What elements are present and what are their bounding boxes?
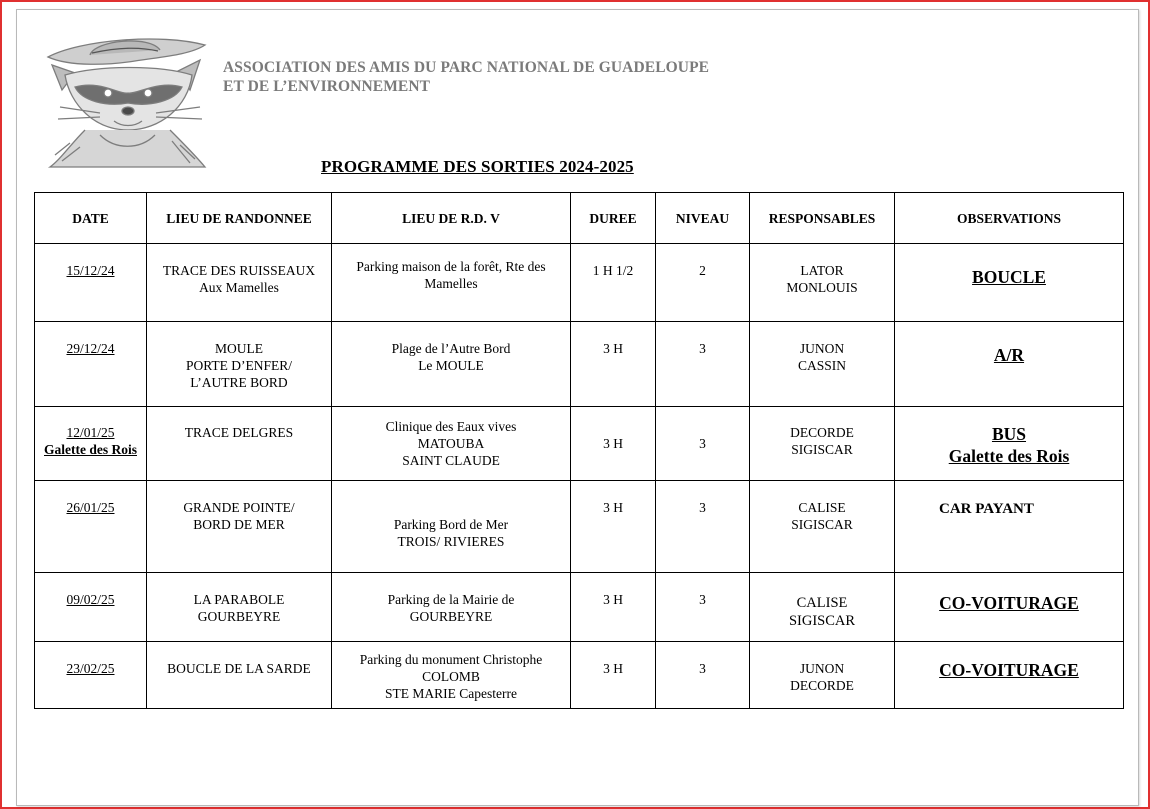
responsable-name: SIGISCAR — [791, 442, 853, 457]
rdv-line: GOURBEYRE — [409, 609, 493, 624]
observation-text: CO-VOITURAGE — [939, 593, 1079, 613]
responsable-name: DECORDE — [790, 425, 854, 440]
organization-line-2: ET DE L’ENVIRONNEMENT — [223, 78, 431, 95]
rdv-cell — [332, 407, 571, 481]
lieu-line: L’AUTRE BORD — [190, 375, 288, 390]
date-cell — [35, 244, 147, 322]
niveau-cell: 3 — [656, 481, 750, 573]
responsables-cell — [750, 322, 895, 407]
rdv-cell — [332, 573, 571, 642]
rdv-cell — [332, 244, 571, 322]
lieu-cell — [147, 481, 332, 573]
table-row — [35, 244, 1124, 322]
observation-text: BUS — [991, 424, 1027, 444]
date-cell — [35, 481, 147, 573]
lieu-line: TRACE DES RUISSEAUX — [162, 263, 316, 278]
observations-cell — [895, 573, 1124, 642]
lieu-line: BOUCLE DE LA SARDE — [167, 661, 311, 676]
rdv-cell — [332, 322, 571, 407]
responsables-cell — [750, 573, 895, 642]
duree-cell: 3 H — [571, 481, 656, 573]
responsable-name: SIGISCAR — [788, 613, 856, 629]
organization-name — [223, 58, 709, 96]
rdv-line: Le MOULE — [418, 358, 484, 373]
lieu-line: PORTE D’ENFER/ — [185, 358, 293, 373]
date-value: 29/12/24 — [66, 341, 115, 356]
responsable-name: SIGISCAR — [791, 517, 853, 532]
responsable-name: JUNON — [799, 661, 845, 676]
niveau-cell: 3 — [656, 573, 750, 642]
niveau-cell: 3 — [656, 642, 750, 709]
duree-cell: 3 H — [571, 407, 656, 481]
rdv-line: COLOMB — [422, 669, 480, 684]
lieu-line: TRACE DELGRES — [184, 425, 294, 440]
responsable-name: MONLOUIS — [786, 280, 858, 295]
date-value: 09/02/25 — [66, 592, 115, 607]
observation-text: BOUCLE — [972, 267, 1046, 287]
observations-cell — [895, 244, 1124, 322]
rdv-cell — [332, 481, 571, 573]
duree-cell: 1 H 1/2 — [571, 244, 656, 322]
duree-cell: 3 H — [571, 642, 656, 709]
responsables-cell — [750, 407, 895, 481]
lieu-line: BORD DE MER — [193, 517, 285, 532]
rdv-line: STE MARIE Capesterre — [385, 686, 517, 701]
organization-line-1: ASSOCIATION DES AMIS DU PARC NATIONAL DE GUADELOUPE — [223, 59, 710, 76]
column-header: OBSERVATIONS — [895, 193, 1124, 244]
date-value: 12/01/25 — [66, 425, 115, 440]
observation-text: A/R — [993, 345, 1025, 365]
rdv-line: Parking maison de la forêt, Rte des — [356, 259, 546, 274]
lieu-cell — [147, 642, 332, 709]
lieu-line: LA PARABOLE — [193, 592, 285, 607]
date-cell — [35, 573, 147, 642]
observations-cell — [895, 322, 1124, 407]
table-row — [35, 573, 1124, 642]
responsables-cell — [750, 481, 895, 573]
document-title: PROGRAMME DES SORTIES 2024-2025 — [321, 157, 634, 176]
column-header: NIVEAU — [656, 193, 750, 244]
responsable-name: CASSIN — [797, 358, 846, 373]
header-row — [35, 193, 1124, 244]
date-cell — [35, 407, 147, 481]
observation-text: CO-VOITURAGE — [939, 660, 1079, 680]
niveau-cell: 2 — [656, 244, 750, 322]
rdv-cell — [332, 642, 571, 709]
rdv-line: MATOUBA — [417, 436, 485, 451]
responsable-name: LATOR — [800, 263, 844, 278]
column-header: RESPONSABLES — [750, 193, 895, 244]
date-value: 26/01/25 — [66, 500, 115, 515]
rdv-line: TROIS/ RIVIERES — [397, 534, 505, 549]
responsable-name: CALISE — [796, 595, 848, 611]
observation-text: CAR PAYANT — [939, 501, 1034, 517]
raccoon-logo — [40, 35, 215, 170]
responsables-cell — [750, 244, 895, 322]
table-row — [35, 642, 1124, 709]
lieu-line: GRANDE POINTE/ — [183, 500, 295, 515]
rdv-line: Parking du monument Christophe — [359, 652, 543, 667]
date-note: Galette des Rois — [44, 442, 137, 457]
date-cell — [35, 642, 147, 709]
rdv-line: SAINT CLAUDE — [402, 453, 500, 468]
lieu-cell — [147, 573, 332, 642]
lieu-line: GOURBEYRE — [197, 609, 281, 624]
lieu-line: MOULE — [215, 341, 263, 356]
responsables-cell — [750, 642, 895, 709]
rdv-line: Parking Bord de Mer — [393, 517, 509, 532]
duree-cell: 3 H — [571, 322, 656, 407]
niveau-cell: 3 — [656, 407, 750, 481]
rdv-line: Parking de la Mairie de — [387, 592, 515, 607]
observations-cell — [895, 642, 1124, 709]
responsable-name: DECORDE — [790, 678, 854, 693]
column-header: DUREE — [571, 193, 656, 244]
lieu-cell — [147, 322, 332, 407]
niveau-cell: 3 — [656, 322, 750, 407]
column-header: LIEU DE R.D. V — [332, 193, 571, 244]
responsable-name: CALISE — [798, 500, 846, 515]
lieu-cell — [147, 407, 332, 481]
rdv-line: Plage de l’Autre Bord — [391, 341, 511, 356]
column-header: LIEU DE RANDONNEE — [147, 193, 332, 244]
observations-cell — [895, 481, 1124, 573]
rdv-line: Mamelles — [424, 276, 478, 291]
date-cell — [35, 322, 147, 407]
table-row — [35, 481, 1124, 573]
responsable-name: JUNON — [799, 341, 845, 356]
lieu-cell — [147, 244, 332, 322]
table-row — [35, 322, 1124, 407]
duree-cell: 3 H — [571, 573, 656, 642]
date-value: 23/02/25 — [66, 661, 115, 676]
observation-text: Galette des Rois — [948, 446, 1070, 466]
rdv-line: Clinique des Eaux vives — [385, 419, 517, 434]
column-header: DATE — [35, 193, 147, 244]
date-value: 15/12/24 — [66, 263, 115, 278]
lieu-line: Aux Mamelles — [199, 280, 279, 295]
outings-table — [34, 192, 1124, 709]
table-row — [35, 407, 1124, 481]
observations-cell — [895, 407, 1124, 481]
